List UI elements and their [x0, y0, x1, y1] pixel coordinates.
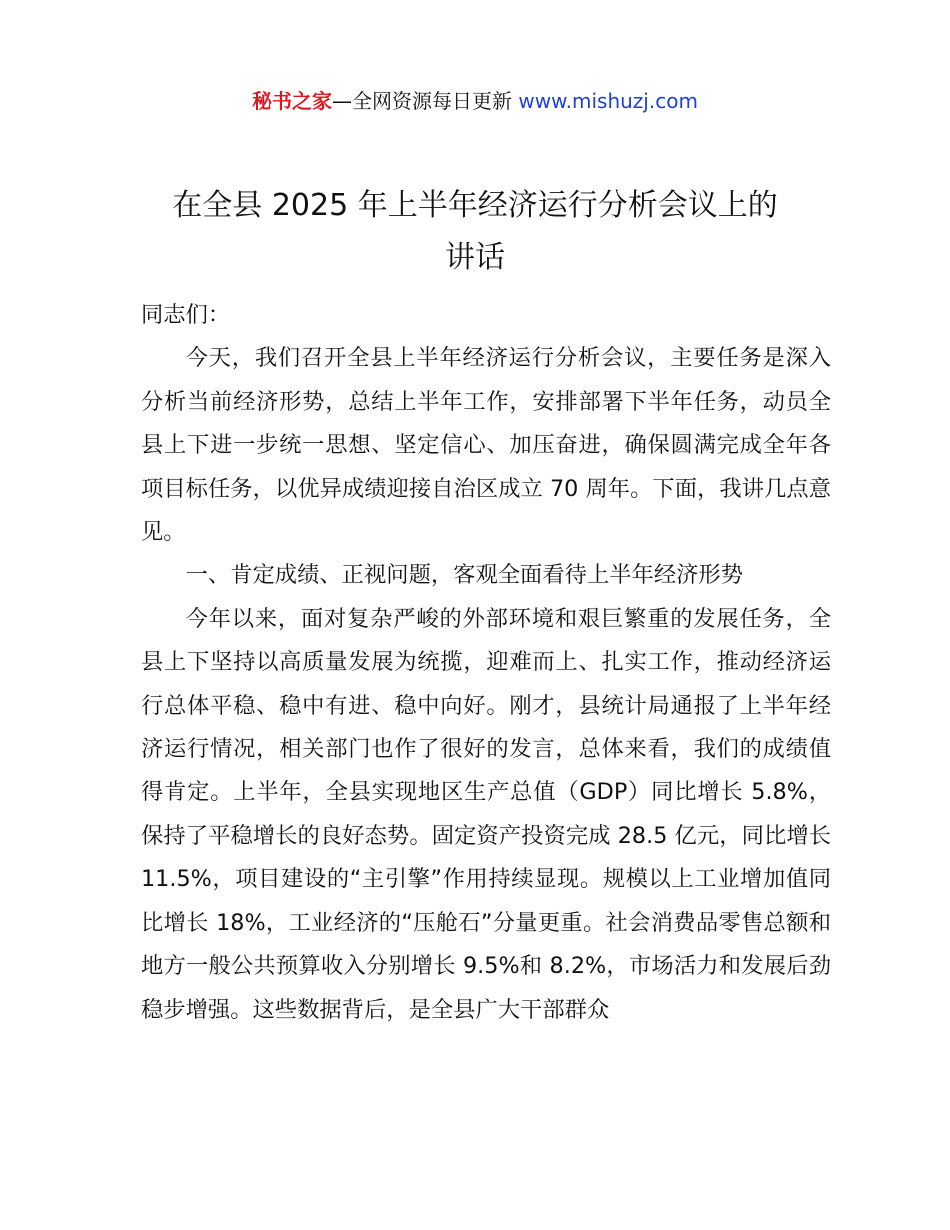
title-line-1: 在全县 2025 年上半年经济运行分析会议上的: [172, 188, 778, 223]
brand-name: 秘书之家: [252, 89, 333, 113]
paragraph-achievements: 今年以来，面对复杂严峻的外部环境和艰巨繁重的发展任务，全县上下坚持以高质量发展为统揽，迎难而上、扎实工作，推动经济运行总体平稳、稳中有进、稳中向好。刚才，县统计局通报了上半年经济运行情况，相关部门也作了很好的发言，总体来看，我们的成绩值得肯定。上半年，全县实现地区生产总值（GDP）同比增长 5.8%，保持了平稳增长的良好态势。固定资产投资完成 28.5 亿元，同比增长 11.5%，项目建设的“主引擎”作用持续显现。规模以上工业增加值同比增长 18%，工业经济的“压舱石”分量更重。社会消费品零售总额和地方一般公共预算收入分别增长 9.5%和 8.2%，市场活力和发展后劲稳步增强。这些数据背后，是全县广大干部群众: [141, 605, 831, 1023]
header-tagline: —全网资源每日更新: [332, 89, 519, 113]
paragraph-intro: 今天，我们召开全县上半年经济运行分析会议，主要任务是深入分析当前经济形势，总结上半年工作，安排部署下半年任务，动员全县上下进一步统一思想、坚定信心、加压奋进，确保圆满完成全年各项目标任务，以优异成绩迎接自治区成立 70 周年。下面，我讲几点意见。: [141, 345, 831, 546]
title-line-2: 讲话: [445, 240, 505, 275]
document-title: [100, 180, 850, 284]
document-body: [141, 294, 831, 1032]
site-header: [0, 86, 950, 116]
section-heading-1: 一、肯定成绩、正视问题，客观全面看待上半年经济形势: [185, 562, 744, 589]
site-link[interactable]: www.mishuzj.com: [518, 89, 698, 113]
salutation: 同志们：: [141, 302, 231, 328]
